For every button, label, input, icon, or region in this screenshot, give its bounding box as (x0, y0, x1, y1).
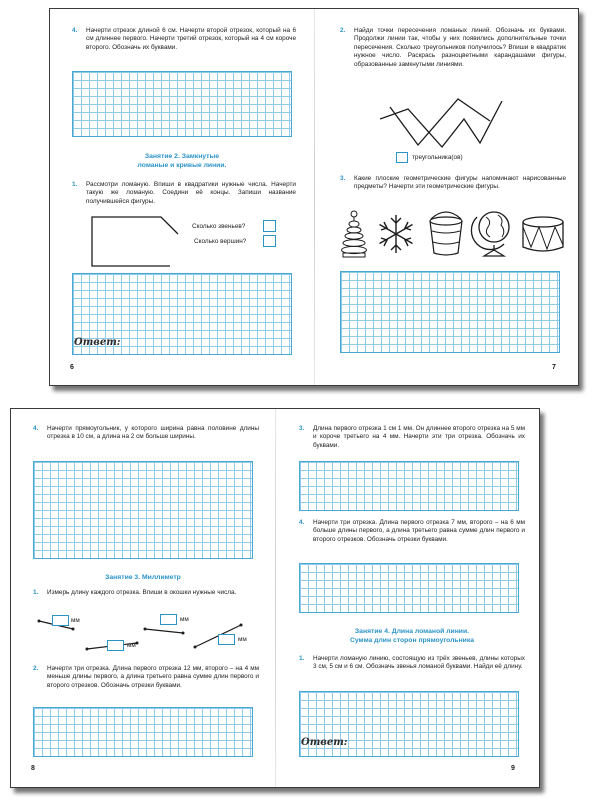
triangles-label: треугольника(ов) (412, 154, 463, 161)
segments-answer-box[interactable] (263, 220, 276, 232)
task-number: 2. (340, 27, 346, 34)
p7-grid[interactable] (340, 271, 560, 353)
p6-lesson-title: Занятие 2. Замкнутые ломаные и кривые линии. (137, 153, 227, 169)
pyramid-toy-icon (340, 209, 368, 259)
globe-icon (474, 207, 514, 259)
unit-mm: мм (71, 617, 80, 624)
p9-lesson-title: Занятие 4. Длина ломаной линии. Сумма длин сторон прямоугольника (349, 628, 475, 644)
p9-grid-1[interactable] (299, 461, 519, 511)
spine (275, 409, 276, 787)
p6-broken-line (86, 214, 186, 274)
task-number: 4. (72, 27, 78, 34)
segment-1-box[interactable] (52, 615, 69, 626)
segment-3-box[interactable] (160, 614, 177, 625)
task-text: Измерь длину каждого отрезка. Впиши в окошки нужные числа. (47, 589, 237, 596)
task-text: Начерти ломаную линию, состоящую из трёх звеньев, длины которых 3 см, 5 см и 6 см. Обозначь звенья ломаной буквами. Найди её длину. (313, 655, 525, 671)
p8-grid-2[interactable] (33, 707, 253, 757)
snowflake-icon (375, 213, 417, 255)
segments-question: Сколько звеньев? (192, 223, 246, 230)
p9-grid-2[interactable] (299, 563, 519, 613)
task-text: Начерти три отрезка. Длина первого отрезка 7 мм, второго – на 6 мм больше длины первого, а длина третьего равна сумме длин первого и второго отрезков. Обозначь отрезки буквами. (313, 519, 525, 543)
task-number: 3. (299, 425, 305, 432)
task-text: Найди точки пересечения ломаных линий. Обозначь их буквами. Продолжи линии так, чтобы у них появились дополнительные точки пересечения. Сколько треугольников получилось? Впиши в квадратик нужное число. Раскрась разноцветными карандашами фигуры, образованные замкнутыми линиями. (354, 27, 566, 68)
p7-intersecting-lines (380, 97, 510, 149)
p6-grid-1[interactable] (72, 71, 292, 137)
task-number: 1. (33, 589, 39, 596)
task-text: Начерти прямоугольник, у которого ширина равна половине длины отрезка в 10 см, а длина на 2 см больше ширины. (47, 425, 259, 441)
task-text: Начерти отрезок длиной 6 см. Начерти второй отрезок, который на 6 см длиннее первого. Начерти третий отрезок, который на 4 см короче второго. Обозначь их буквами. (86, 27, 296, 51)
page-number: 8 (31, 765, 35, 772)
answer-label: Ответ: (301, 737, 348, 748)
task-text: Начерти три отрезка. Длина первого отрезка 12 мм, второго – на 4 мм меньше длины первого, а длина третьего равна сумме длин первого и второго отрезков. Обозначь отрезки буквами. (47, 665, 259, 689)
answer-label: Ответ: (74, 337, 121, 348)
segment-2-box[interactable] (107, 640, 124, 651)
unit-mm: мм (238, 636, 247, 643)
task-number: 1. (72, 181, 78, 188)
p8-grid-1[interactable] (33, 461, 253, 559)
task-text: Длина первого отрезка 1 см 1 мм. Он длиннее второго отрезка на 5 мм и короче третьего на 4 мм. Начерти эти три отрезка. Обозначь их буквами. (313, 425, 525, 449)
page-number: 6 (70, 364, 74, 371)
p8-lesson-title: Занятие 3. Миллиметр (105, 574, 181, 581)
vertices-answer-box[interactable] (263, 235, 276, 247)
unit-mm: мм (180, 616, 189, 623)
spine (314, 9, 315, 385)
unit-mm: мм (127, 642, 136, 649)
page-number: 7 (552, 364, 556, 371)
drum-icon (520, 215, 566, 255)
task-number: 3. (340, 175, 346, 182)
bottom-spread (10, 408, 540, 788)
vertices-question: Сколько вершин? (194, 238, 247, 245)
bucket-icon (426, 209, 466, 257)
segment-4-box[interactable] (218, 634, 235, 645)
task-number: 1. (299, 655, 305, 662)
page-number: 9 (511, 765, 515, 772)
task-number: 2. (33, 665, 39, 672)
top-spread (49, 8, 579, 386)
task-number: 4. (299, 519, 305, 526)
triangles-count-box[interactable] (396, 152, 408, 163)
task-text: Какие плоские геометрические фигуры напоминают нарисованные предметы? Начерти эти геометрические фигуры. (354, 175, 566, 191)
task-text: Рассмотри ломаную. Впиши в квадратики нужные числа. Начерти такую же ломаную. Соедини её концы. Запиши название получившейся фигуры. (86, 181, 296, 205)
task-number: 4. (33, 425, 39, 432)
